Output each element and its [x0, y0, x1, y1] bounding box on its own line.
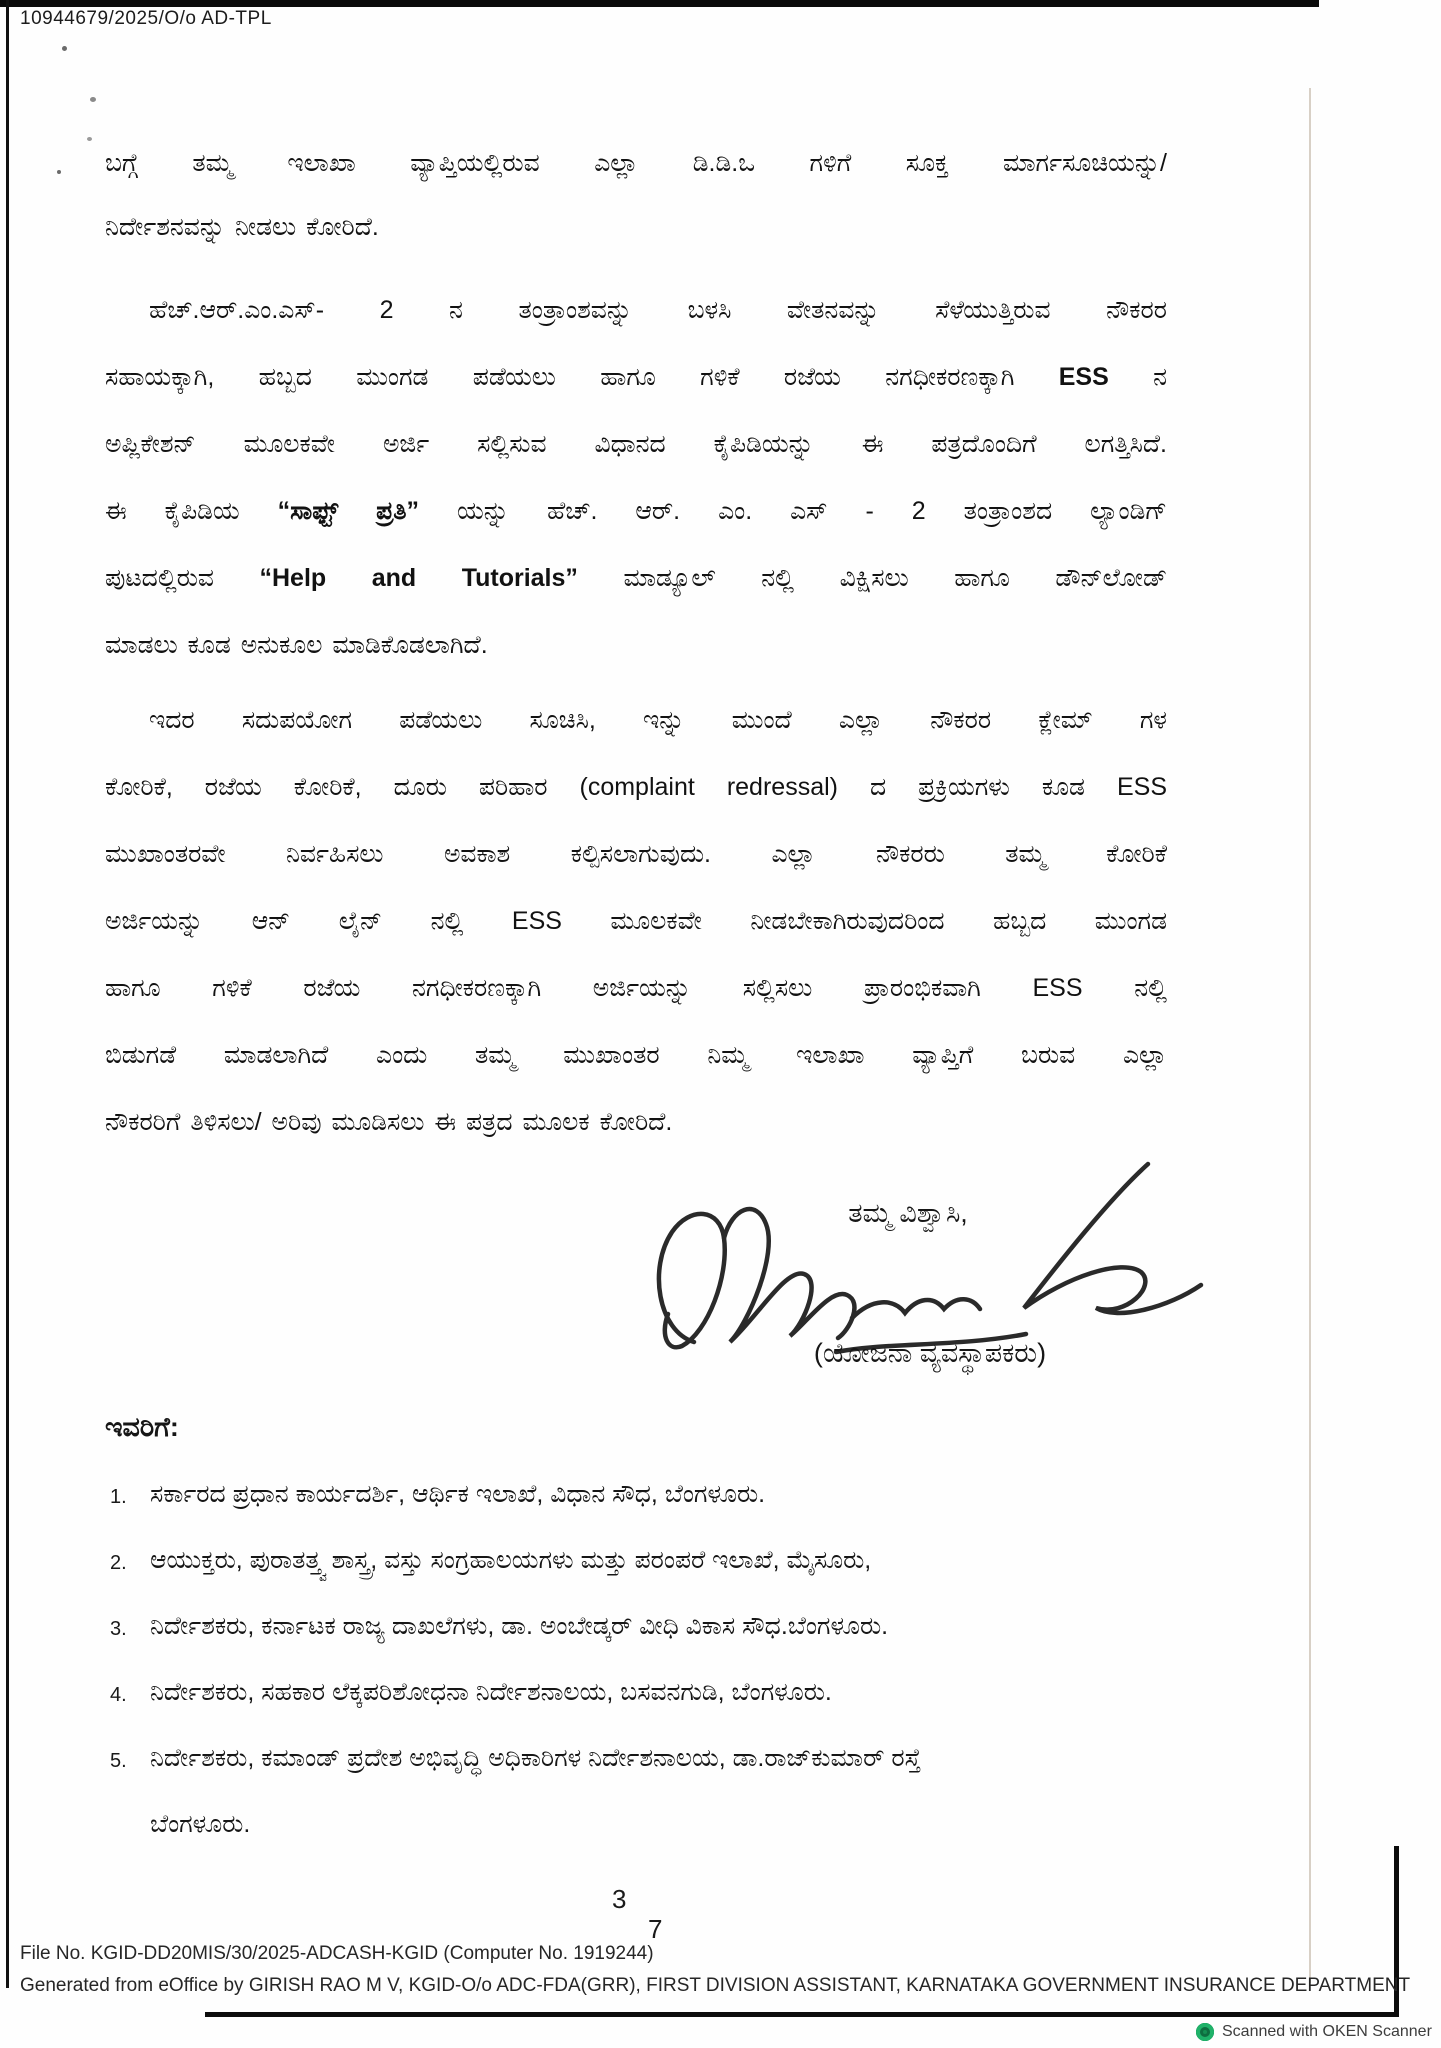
footer-file-number: File No. KGID-DD20MIS/30/2025-ADCASH-KGID (Computer No. 1919244) [20, 1943, 654, 1964]
scan-top-border [0, 0, 1319, 7]
paragraph1-line1: ಬಗ್ಗೆ ತಮ್ಮ ಇಲಾಖಾ ವ್ಯಾಪ್ತಿಯಲ್ಲಿರುವ ಎಲ್ಲಾ ಡಿ.ಡಿ.ಒ ಗಳಿಗೆ ಸೂಕ್ತ ಮಾರ್ಗಸೂಚಿಯನ್ನು/ [105, 149, 1167, 177]
paragraph3-line1: ಇದರ ಸದುಪಯೋಗ ಪಡೆಯಲು ಸೂಚಿಸಿ, ಇನ್ನು ಮುಂದೆ ಎಲ್ಲಾ ನೌಕರರ ಕ್ಲೇಮ್ ಗಳ [149, 706, 1167, 734]
list-number: 5. [110, 1750, 127, 1772]
page-edge-shadow [1309, 88, 1311, 1983]
list-item: ಆಯುಕ್ತರು, ಪುರಾತತ್ತ್ವ ಶಾಸ್ತ್ರ, ವಸ್ತು ಸಂಗ್ರಹಾಲಯಗಳು ಮತ್ತು ಪರಂಪರೆ ಇಲಾಖೆ, ಮೈಸೂರು, [150, 1546, 872, 1574]
paragraph3-line7: ನೌಕರರಿಗೆ ತಿಳಿಸಲು/ ಅರಿವು ಮೂಡಿಸಲು ಈ ಪತ್ರದ ಮೂಲಕ ಕೋರಿದೆ. [105, 1108, 673, 1136]
paragraph2-line2 [105, 357, 1167, 397]
paragraph1-line2: ನಿರ್ದೇಶನವನ್ನು ನೀಡಲು ಕೋರಿದೆ. [105, 213, 379, 241]
scan-left-border [6, 0, 9, 1988]
paragraph3-line3: ಮುಖಾಂತರವೇ ನಿರ್ವಹಿಸಲು ಅವಕಾಶ ಕಲ್ಪಿಸಲಾಗುವುದು. ಎಲ್ಲಾ ನೌಕರರು ತಮ್ಮ ಕೋರಿಕೆ [105, 840, 1167, 868]
paragraph2-line3: ಅಪ್ಲಿಕೇಶನ್ ಮೂಲಕವೇ ಅರ್ಜಿ ಸಲ್ಲಿಸುವ ವಿಧಾನದ ಕೈಪಿಡಿಯನ್ನು ಈ ಪತ್ರದೊಂದಿಗೆ ಲಗತ್ತಿಸಿದೆ. [105, 430, 1167, 458]
soft-copy-quoted-text: “ಸಾಫ್ಟ್ ಪ್ರತಿ” [277, 497, 420, 525]
paragraph2-line2-tail: ನ [1108, 363, 1167, 391]
paragraph2-line5-text: ಪುಟದಲ್ಲಿರುವ [105, 564, 260, 592]
paragraph2-line2-text: ಸಹಾಯಕ್ಕಾಗಿ, ಹಬ್ಬದ ಮುಂಗಡ ಪಡೆಯಲು ಹಾಗೂ ಗಳಿಕೆ ರಜೆಯ ನಗಧೀಕರಣಕ್ಕಾಗಿ [105, 363, 1059, 391]
signatory-designation: (ಯೋಜನಾ ವ್ಯವಸ್ಥಾಪಕರು) [813, 1338, 1047, 1368]
paragraph3-line4: ಅರ್ಜಿಯನ್ನು ಆನ್ ಲೈನ್ ನಲ್ಲಿ ESS ಮೂಲಕವೇ ನೀಡಬೇಕಾಗಿರುವುದರಿಂದ ಹಬ್ಬದ ಮುಂಗಡ [105, 907, 1167, 935]
distribution-heading: ಇವರಿಗೆ: [105, 1412, 179, 1442]
list-number: 1. [110, 1486, 127, 1508]
paragraph2-line4-tail: ಯನ್ನು ಹೆಚ್. ಆರ್. ಎಂ. ಎಸ್ - 2 ತಂತ್ರಾಂಶದ ಲ್ಯಾಂಡಿಗ್ [419, 497, 1167, 525]
paragraph2-line5-tail: ಮಾಡ್ಯೂಲ್ ನಲ್ಲಿ ವಿಕ್ಷಿಸಲು ಹಾಗೂ ಡೌನ್‌ಲೋಡ್ [577, 564, 1167, 592]
paragraph2-line6: ಮಾಡಲು ಕೂಡ ಅನುಕೂಲ ಮಾಡಿಕೊಡಲಾಗಿದೆ. [105, 631, 488, 659]
list-item: ನಿರ್ದೇಶಕರು, ಕಮಾಂಡ್ ಪ್ರದೇಶ ಅಭಿವೃದ್ಧಿ ಅಧಿಕಾರಿಗಳ ನಿರ್ದೇಶನಾಲಯ, ಡಾ.ರಾಜ್‌ಕುಮಾರ್ ರಸ್ತೆ [150, 1744, 921, 1772]
signature-strokes [659, 1164, 1201, 1352]
list-item: ಸರ್ಕಾರದ ಪ್ರಧಾನ ಕಾರ್ಯದರ್ಶಿ, ಆರ್ಥಿಕ ಇಲಾಖೆ, ವಿಧಾನ ಸೌಧ, ಬೆಂಗಳೂರು. [150, 1480, 766, 1508]
list-item: ನಿರ್ದೇಶಕರು, ಕರ್ನಾಟಕ ರಾಜ್ಯ ದಾಖಲೆಗಳು, ಡಾ. ಅಂಬೇಡ್ಕರ್ ವೀಧಿ ವಿಕಾಸ ಸೌಧ.ಬೆಂಗಳೂರು. [150, 1612, 889, 1640]
list-item: ನಿರ್ದೇಶಕರು, ಸಹಕಾರ ಲೆಕ್ಕಪರಿಶೋಧನಾ ನಿರ್ದೇಶನಾಲಯ, ಬಸವನಗುಡಿ, ಬೆಂಗಳೂರು. [150, 1678, 832, 1706]
oken-scanner-icon [1196, 2023, 1214, 2041]
scanner-watermark [1196, 2021, 1432, 2043]
scan-bottom-border [205, 2012, 1399, 2017]
scan-artifact-dot [62, 46, 67, 51]
page-number-alt: 7 [648, 1914, 663, 1944]
paragraph3-line2: ಕೋರಿಕೆ, ರಜೆಯ ಕೋರಿಕೆ, ದೂರು ಪರಿಹಾರ (complaint redressal) ದ ಪ್ರಕ್ರಿಯಗಳು ಕೂಡ ESS [105, 773, 1167, 801]
list-number: 4. [110, 1684, 127, 1706]
paragraph2-line4-text: ಈ ಕೈಪಿಡಿಯ [105, 497, 278, 525]
help-and-tutorials-text: “Help and Tutorials” [259, 564, 578, 592]
paragraph2-line1: ಹೆಚ್.ಆರ್.ಎಂ.ಎಸ್- 2 ನ ತಂತ್ರಾಂಶವನ್ನು ಬಳಸಿ ವೇತನವನ್ನು ಸೆಳೆಯುತ್ತಿರುವ ನೌಕರರ [149, 296, 1167, 324]
list-number: 2. [110, 1552, 127, 1574]
scanner-watermark-text: Scanned with OKEN Scanner [1222, 2023, 1432, 2040]
closing-salutation: ತಮ್ಮ ವಿಶ್ವಾಸಿ, [848, 1198, 968, 1228]
scan-artifact-dot [87, 137, 92, 141]
file-reference-number: 10944679/2025/O/o AD-TPL [20, 8, 272, 29]
paragraph3-line5: ಹಾಗೂ ಗಳಿಕೆ ರಜೆಯ ನಗಧೀಕರಣಕ್ಕಾಗಿ ಅರ್ಜಿಯನ್ನು ಸಲ್ಲಿಸಲು ಪ್ರಾರಂಭಿಕವಾಗಿ ESS ನಲ್ಲಿ [105, 974, 1167, 1002]
ess-bold-text: ESS [1058, 363, 1109, 391]
scan-artifact-dot [90, 97, 96, 102]
paragraph3-line6: ಬಿಡುಗಡೆ ಮಾಡಲಾಗಿದೆ ಎಂದು ತಮ್ಮ ಮುಖಾಂತರ ನಿಮ್ಮ ಇಲಾಖಾ ವ್ಯಾಪ್ತಿಗೆ ಬರುವ ಎಲ್ಲಾ [105, 1041, 1167, 1069]
list-number: 3. [110, 1618, 127, 1640]
footer-generated-line: Generated from eOffice by GIRISH RAO M V, KGID-O/o ADC-FDA(GRR), FIRST DIVISION ASSISTANT, KARNATAKA GOVERNMENT INSURANCE DEPARTMENT [20, 1975, 1411, 1996]
page-number: 3 [612, 1884, 627, 1914]
paragraph2-line5 [105, 558, 1167, 598]
paragraph2-line4 [105, 491, 1167, 531]
scan-artifact-dot [57, 170, 61, 174]
list-item-continuation: ಬೆಂಗಳೂರು. [150, 1810, 251, 1838]
